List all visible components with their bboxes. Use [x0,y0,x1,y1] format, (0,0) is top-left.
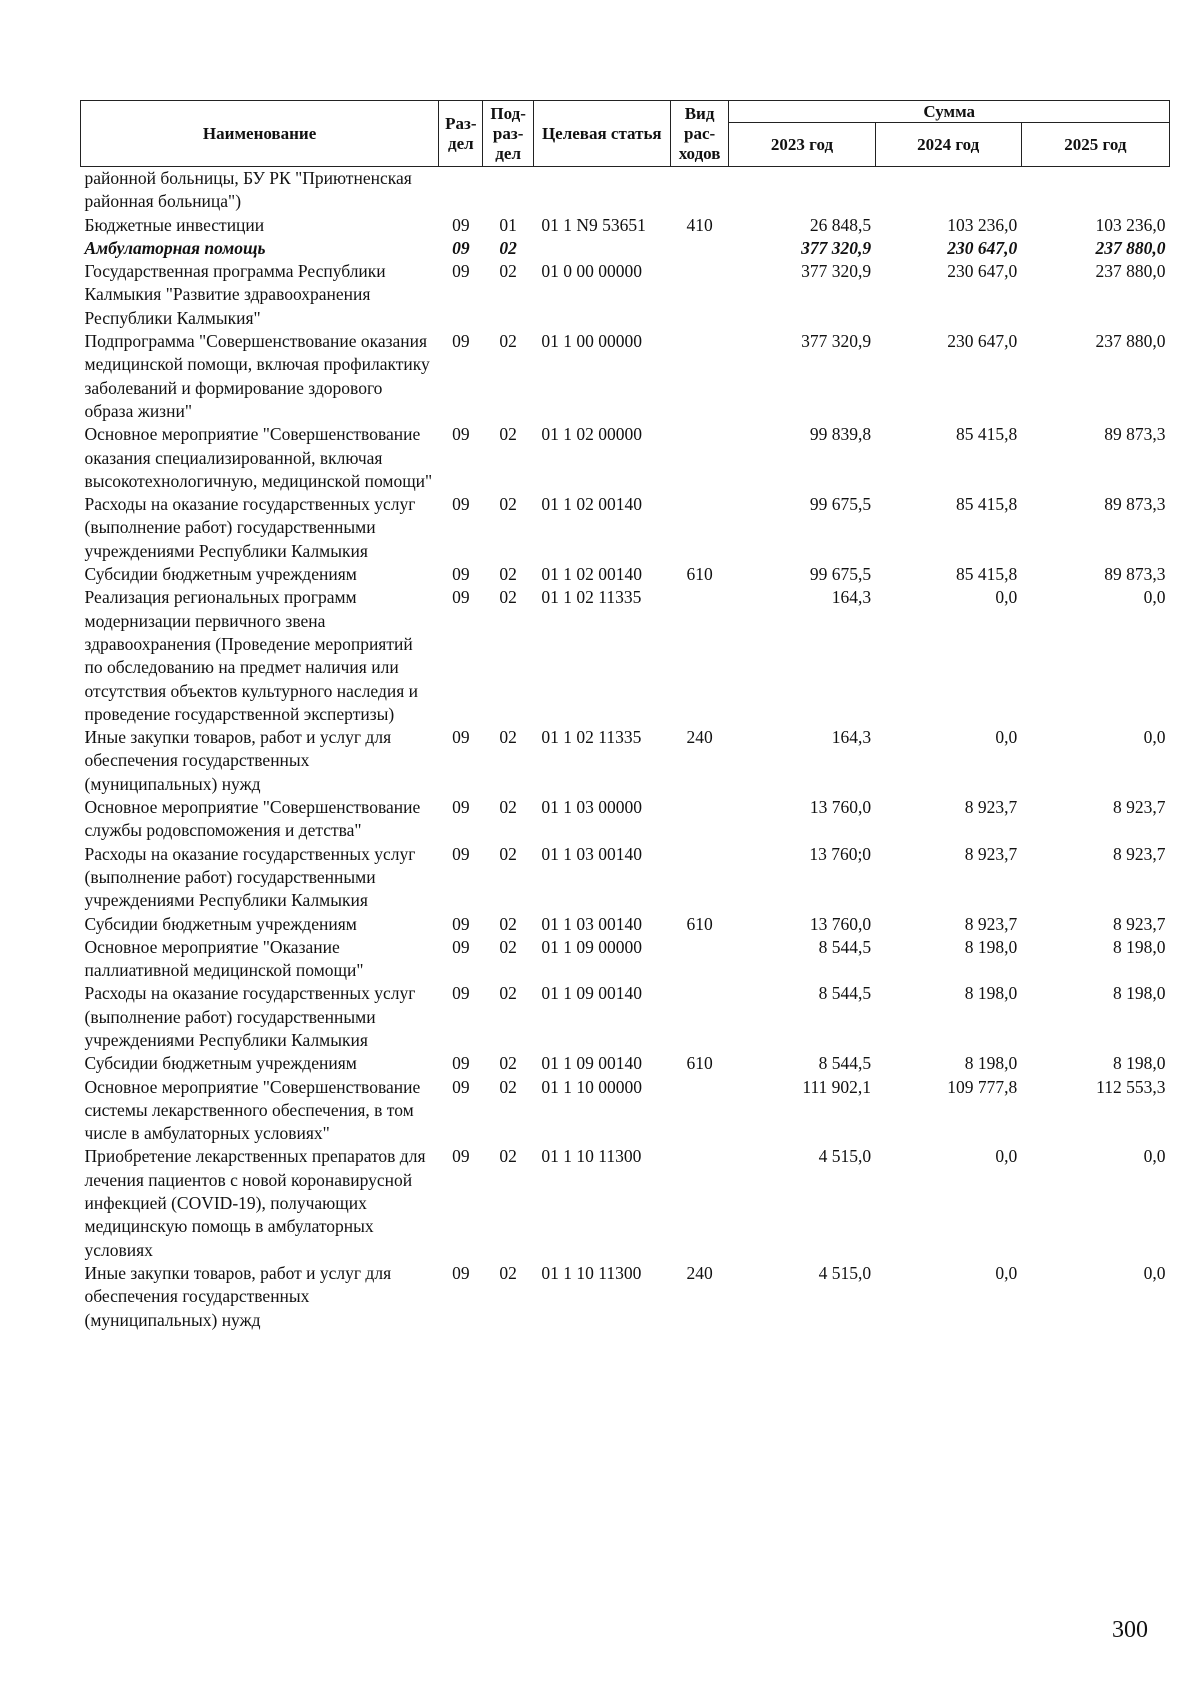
cell-2025: 112 553,3 [1096,1076,1166,1097]
cell-podrazdel: 02 [499,564,517,585]
cell-podrazdel: 02 [499,1076,517,1097]
cell-2025: 8 198,0 [1113,936,1166,957]
cell-2025: 0,0 [1143,1262,1166,1283]
cell-2024: 8 923,7 [964,797,1018,818]
header-2025: 2025 год [1021,123,1169,167]
cell-2023: 377 320,9 [801,261,872,282]
cell-razdel: 09 [452,564,470,585]
cell-podrazdel [483,167,533,214]
cell-2025: 103 236,0 [1095,214,1166,235]
cell-razdel: 09 [452,261,470,282]
cell-2024: 0,0 [995,587,1018,608]
cell-podrazdel: 02 [499,913,517,934]
cell-name: Основное мероприятие "Совершенствование системы лекарственного обеспечения, в том числе в амбулаторных условиях" [84,1076,421,1144]
cell-razdel: 09 [452,1076,470,1097]
cell-2024: 230 647,0 [947,237,1018,258]
cell-podrazdel: 02 [499,261,517,282]
table-row [81,423,1170,493]
cell-celevaya-statya: 01 1 02 00140 [541,494,642,515]
cell-name: Подпрограмма "Совершенствование оказания медицинской помощи, включая профилактику заболеваний и формирование здорового образа жизни" [84,331,430,421]
cell-name: Приобретение лекарственных препаратов для лечения пациентов с новой коронавирусной инфекцией (COVID-19), получающих медицинскую помощь в амбулаторных условиях [84,1146,426,1260]
budget-table [80,100,1170,1332]
cell-celevaya-statya: 01 1 02 11335 [541,727,642,748]
cell-celevaya-statya: 01 1 10 00000 [541,1076,642,1097]
cell-podrazdel: 02 [499,797,517,818]
cell-celevaya-statya: 01 1 09 00000 [541,936,642,957]
cell-name: Амбулаторная помощь [84,237,266,258]
cell-2023: 164,3 [831,727,872,748]
cell-name: Субсидии бюджетным учреждениям [84,913,357,934]
cell-celevaya-statya: 01 1 09 00140 [541,983,642,1004]
cell-vid-rashodov: 610 [686,1053,713,1074]
cell-razdel: 09 [452,1146,470,1167]
cell-2023: 13 760,0 [809,797,872,818]
cell-2025: 8 923,7 [1113,843,1166,864]
cell-celevaya-statya: 01 1 10 11300 [541,1146,642,1167]
cell-2025: 89 873,3 [1104,564,1166,585]
cell-vid-rashodov [670,586,729,726]
cell-2023: 8 544,5 [818,983,872,1004]
table-row [81,214,1170,237]
cell-2024 [875,167,1021,214]
header-celevaya-statya: Целевая статья [533,101,670,167]
cell-2025: 237 880,0 [1095,261,1166,282]
cell-2024: 8 198,0 [964,983,1018,1004]
header-vid-rashodov: Вид рас-ходов [670,101,729,167]
table-row [81,260,1170,330]
table-row [81,330,1170,423]
cell-celevaya-statya [533,237,670,260]
table-row [81,1052,1170,1075]
cell-name: районной больницы, БУ РК "Приютненская районная больница") [84,168,412,212]
cell-2023: 4 515,0 [818,1262,872,1283]
cell-vid-rashodov [670,260,729,330]
cell-name: Иные закупки товаров, работ и услуг для обеспечения государственных (муниципальных) нужд [84,1262,392,1330]
cell-celevaya-statya: 01 1 N9 53651 [541,214,646,235]
header-podrazdel: Под-раз-дел [483,101,533,167]
table-row [81,237,1170,260]
cell-podrazdel: 02 [499,936,517,957]
cell-2024: 230 647,0 [947,331,1018,352]
cell-2024: 8 923,7 [964,913,1018,934]
cell-celevaya-statya: 01 0 00 00000 [541,261,642,282]
header-2023: 2023 год [729,123,875,167]
cell-razdel: 09 [452,494,470,515]
cell-name: Реализация региональных программ модернизации первичного звена здравоохранения (Проведение мероприятий по обследованию на предмет наличия или отсутствия объектов культурного наследия и проведение государственной экспертизы) [84,587,419,724]
cell-podrazdel: 02 [499,587,517,608]
cell-name: Основное мероприятие "Совершенствование службы родовспоможения и детства" [84,797,421,841]
cell-2025: 237 880,0 [1095,237,1166,258]
cell-name: Расходы на оказание государственных услуг (выполнение работ) государственными учреждениями Республики Калмыкия [84,983,416,1050]
cell-2023: 8 544,5 [818,1053,872,1074]
cell-2023: 26 848,5 [809,214,872,235]
cell-2024: 8 198,0 [964,936,1018,957]
cell-razdel: 09 [452,913,470,934]
cell-2024: 0,0 [995,1262,1018,1283]
cell-name: Государственная программа Республики Калмыкия "Развитие здравоохранения Республики Калмыкия" [84,261,386,328]
cell-2024: 0,0 [995,1146,1018,1167]
cell-podrazdel: 02 [499,494,517,515]
cell-vid-rashodov [670,237,729,260]
cell-2025: 8 923,7 [1113,797,1166,818]
table-row [81,1262,1170,1332]
cell-2023: 4 515,0 [818,1146,872,1167]
cell-razdel: 09 [452,331,470,352]
cell-2025: 0,0 [1143,1146,1166,1167]
table-row [81,1076,1170,1146]
cell-2024: 85 415,8 [955,424,1018,445]
table-row [81,726,1170,796]
cell-2023: 111 902,1 [802,1076,872,1097]
cell-2023: 13 760;0 [809,843,872,864]
cell-razdel: 09 [452,587,470,608]
cell-2023: 13 760,0 [809,913,872,934]
cell-vid-rashodov [670,843,729,913]
table-row [81,1145,1170,1261]
cell-2025 [1021,167,1169,214]
table-row [81,493,1170,563]
cell-vid-rashodov: 240 [686,1262,713,1283]
table-row [81,563,1170,586]
cell-celevaya-statya: 01 1 03 00140 [541,843,642,864]
cell-vid-rashodov [670,1076,729,1146]
cell-podrazdel: 02 [499,1146,517,1167]
cell-2023: 99 839,8 [809,424,872,445]
cell-celevaya-statya: 01 1 00 00000 [541,331,642,352]
cell-name: Бюджетные инвестиции [84,214,265,235]
cell-2024: 103 236,0 [947,214,1018,235]
cell-vid-rashodov [670,493,729,563]
cell-2025: 89 873,3 [1104,494,1166,515]
cell-name: Расходы на оказание государственных услуг (выполнение работ) государственными учреждениями Республики Калмыкия [84,843,416,911]
cell-podrazdel: 02 [499,983,517,1004]
cell-vid-rashodov [670,936,729,983]
cell-podrazdel: 02 [499,424,517,445]
cell-celevaya-statya: 01 1 02 00140 [541,564,642,585]
cell-podrazdel: 02 [499,1053,517,1074]
cell-2025: 237 880,0 [1095,331,1166,352]
cell-podrazdel: 02 [499,843,517,864]
cell-name: Расходы на оказание государственных услуг (выполнение работ) государственными учреждениями Республики Калмыкия [84,494,416,561]
cell-name: Субсидии бюджетным учреждениям [84,1053,357,1074]
cell-razdel: 09 [452,843,470,864]
cell-2023: 99 675,5 [809,564,872,585]
header-2024: 2024 год [875,123,1021,167]
cell-vid-rashodov [670,1145,729,1261]
cell-vid-rashodov [670,330,729,423]
header-razdel: Раз-дел [439,101,483,167]
cell-razdel: 09 [452,727,470,748]
table-row [81,167,1170,214]
cell-2024: 0,0 [995,727,1018,748]
cell-2024: 85 415,8 [955,494,1018,515]
cell-podrazdel: 02 [499,1262,517,1283]
table-row [81,982,1170,1052]
cell-2024: 8 923,7 [964,843,1018,864]
cell-2025: 8 198,0 [1113,983,1166,1004]
cell-vid-rashodov: 410 [686,214,713,235]
cell-2025: 8 198,0 [1113,1053,1166,1074]
cell-name: Основное мероприятие "Совершенствование оказания специализированной, включая высокотехнологичную, медицинской помощи" [84,424,433,491]
cell-2024: 85 415,8 [955,564,1018,585]
cell-razdel: 09 [452,936,470,957]
cell-razdel: 09 [452,797,470,818]
cell-2025: 0,0 [1143,727,1166,748]
cell-2023: 377 320,9 [801,331,872,352]
table-row [81,913,1170,936]
table-body [81,167,1170,1332]
header-summa: Сумма [729,101,1170,123]
cell-vid-rashodov [670,982,729,1052]
cell-celevaya-statya: 01 1 03 00000 [541,797,642,818]
cell-podrazdel: 02 [499,727,517,748]
table-row [81,843,1170,913]
cell-celevaya-statya: 01 1 02 00000 [541,424,642,445]
cell-razdel: 09 [452,983,470,1004]
cell-razdel: 09 [452,424,470,445]
header-name: Наименование [81,101,439,167]
cell-podrazdel: 01 [499,214,517,235]
table-row [81,936,1170,983]
cell-2025: 8 923,7 [1113,913,1166,934]
cell-2024: 109 777,8 [947,1076,1018,1097]
cell-podrazdel: 02 [499,237,517,258]
cell-celevaya-statya: 01 1 03 00140 [541,913,642,934]
cell-2024: 8 198,0 [964,1053,1018,1074]
cell-razdel [439,167,483,214]
cell-2023: 99 675,5 [809,494,872,515]
cell-razdel: 09 [452,1053,470,1074]
cell-celevaya-statya [533,167,670,214]
cell-2024: 230 647,0 [947,261,1018,282]
table-row [81,586,1170,726]
cell-vid-rashodov: 610 [686,913,713,934]
cell-celevaya-statya: 01 1 10 11300 [541,1262,642,1283]
cell-vid-rashodov [670,423,729,493]
table-header [81,101,1170,167]
cell-name: Субсидии бюджетным учреждениям [84,564,357,585]
cell-2023: 377 320,9 [801,237,872,258]
cell-vid-rashodov: 240 [686,727,713,748]
cell-vid-rashodov: 610 [686,564,713,585]
cell-2025: 89 873,3 [1104,424,1166,445]
cell-name: Иные закупки товаров, работ и услуг для обеспечения государственных (муниципальных) нужд [84,727,392,794]
cell-vid-rashodov [670,796,729,843]
cell-celevaya-statya: 01 1 02 11335 [541,587,642,608]
cell-vid-rashodov [670,167,729,214]
cell-razdel: 09 [452,1262,470,1283]
cell-name: Основное мероприятие "Оказание паллиативной медицинской помощи" [84,936,364,981]
cell-podrazdel: 02 [499,331,517,352]
cell-2025: 0,0 [1143,587,1166,608]
cell-razdel: 09 [452,237,470,258]
cell-2023 [729,167,875,214]
cell-2023: 164,3 [831,587,872,608]
cell-razdel: 09 [452,214,470,235]
page-number: 300 [1112,1617,1148,1643]
table-row [81,796,1170,843]
cell-celevaya-statya: 01 1 09 00140 [541,1053,642,1074]
cell-2023: 8 544,5 [818,936,872,957]
